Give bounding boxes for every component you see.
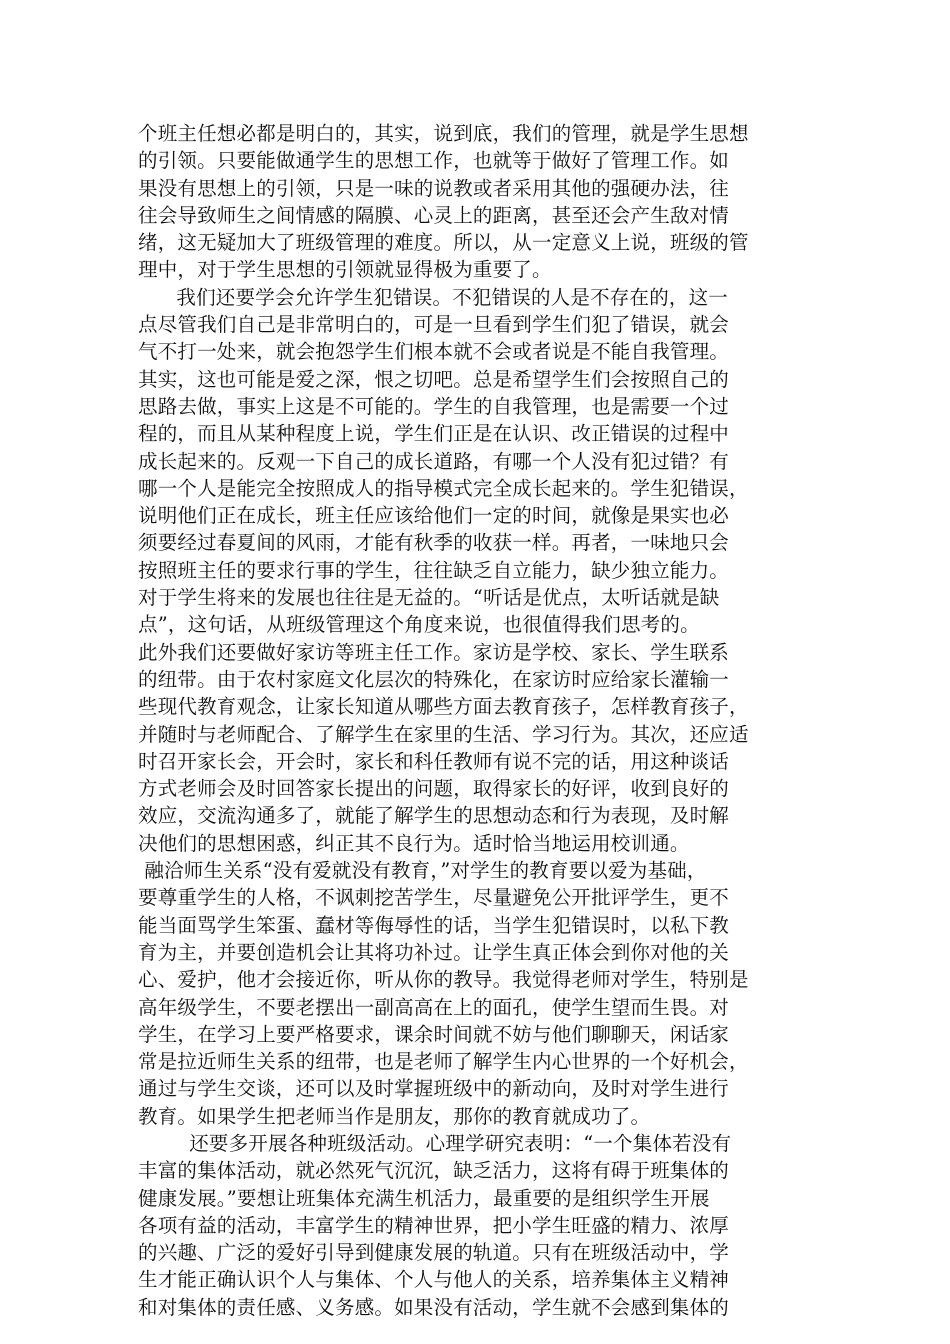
- text-line: 丰富的集体活动，就必然死气沉沉，缺乏活力，这将有碍于班集体的: [138, 1159, 730, 1183]
- text-line: 程的，而且从某种程度上说，学生们正是在认识、改正错误的过程中: [138, 422, 730, 446]
- text-line: 育为主，并要创造机会让其将功补过。让学生真正体会到你对他的关: [138, 940, 730, 964]
- text-line: 哪一个人是能完全按照成人的指导模式完全成长起来的。学生犯错误，: [138, 476, 749, 500]
- text-line: 对于学生将来的发展也往往是无益的。“听话是优点，太听话就是缺: [138, 586, 720, 610]
- text-line: 通过与学生交谈，还可以及时掌握班级中的新动向，及时对学生进行: [138, 1077, 730, 1101]
- text-line: 理中，对于学生思想的引领就显得极为重要了。: [138, 258, 552, 282]
- text-line: 的兴趣、广泛的爱好引导到健康发展的轨道。只有在班级活动中，学: [138, 1241, 730, 1265]
- text-line: 点尽管我们自己是非常明白的，可是一旦看到学生们犯了错误，就会: [138, 313, 730, 337]
- text-line: 健康发展。”要想让班集体充满生机活力，最重要的是组织学生开展: [138, 1186, 710, 1210]
- text-line: 教育。如果学生把老师当作是朋友，那你的教育就成功了。: [138, 1104, 651, 1128]
- text-line: 还要多开展各种班级活动。心理学研究表明：“一个集体若没有: [138, 1131, 732, 1155]
- text-line: 并随时与老师配合、了解学生在家里的生活、学习行为。其次，还应适: [138, 722, 749, 746]
- text-line: 各项有益的活动，丰富学生的精神世界，把小学生旺盛的精力、浓厚: [138, 1213, 730, 1237]
- text-line: 成长起来的。反观一下自己的成长道路，有哪一个人没有犯过错？有: [138, 449, 730, 473]
- text-line: 说明他们正在成长，班主任应该给他们一定的时间，就像是果实也必: [138, 504, 730, 528]
- text-line: 个班主任想必都是明白的，其实，说到底，我们的管理，就是学生思想: [138, 122, 749, 145]
- body-text: [138, 120, 818, 1321]
- text-line: 能当面骂学生笨蛋、蠢材等侮辱性的话，当学生犯错误时，以私下教: [138, 913, 730, 937]
- text-line: 方式老师会及时回答家长提出的问题，取得家长的好评，收到良好的: [138, 777, 730, 801]
- text-line: 按照班主任的要求行事的学生，往往缺乏自立能力，缺少独立能力。: [138, 558, 730, 582]
- text-line: 其实，这也可能是爱之深，恨之切吧。总是希望学生们会按照自己的: [138, 367, 730, 391]
- text-line: 心、爱护，他才会接近你，听从你的教导。我觉得老师对学生，特别是: [138, 968, 749, 992]
- text-line: 绪，这无疑加大了班级管理的难度。所以，从一定意义上说，班级的管: [138, 231, 749, 255]
- text-line: 时召开家长会，开会时，家长和科任教师有说不完的话，用这种谈话: [138, 749, 730, 773]
- text-line: 融洽师生关系“没有爱就没有教育，”对学生的教育要以爱为基础，: [138, 859, 707, 883]
- text-line: 气不打一处来，就会抱怨学生们根本就不会或者说是不能自我管理。: [138, 340, 730, 364]
- text-line: 生才能正确认识个人与集体、个人与他人的关系，培养集体主义精神: [138, 1268, 730, 1292]
- text-line: 要尊重学生的人格，不讽刺挖苦学生，尽量避免公开批评学生，更不: [138, 886, 730, 910]
- text-line: 决他们的思想困惑，纠正其不良行为。适时恰当地运用校训通。: [138, 831, 690, 855]
- text-line: 须要经过春夏间的风雨，才能有秋季的收获一样。再者，一味地只会: [138, 531, 730, 555]
- text-line: 效应，交流沟通多了，就能了解学生的思想动态和行为表现，及时解: [138, 804, 730, 828]
- text-line: 常是拉近师生关系的纽带，也是老师了解学生内心世界的一个好机会，: [138, 1050, 749, 1074]
- text-line: 点”，这句话，从班级管理这个角度来说，也很值得我们思考的。: [138, 613, 700, 637]
- text-line: 往会导致师生之间情感的隔膜、心灵上的距离，甚至还会产生敌对情: [138, 203, 730, 227]
- text-line: 学生，在学习上要严格要求，课余时间就不妨与他们聊聊天，闲话家: [138, 1022, 730, 1046]
- text-line: 的引领。只要能做通学生的思想工作，也就等于做好了管理工作。如: [138, 149, 730, 173]
- text-line: 思路去做，事实上这是不可能的。学生的自我管理，也是需要一个过: [138, 394, 730, 418]
- text-line: 和对集体的责任感、义务感。如果没有活动，学生就不会感到集体的: [138, 1295, 730, 1319]
- text-line: 此外我们还要做好家访等班主任工作。家访是学校、家长、学生联系: [138, 640, 730, 664]
- text-line: 果没有思想上的引领，只是一味的说教或者采用其他的强硬办法，往: [138, 176, 730, 200]
- text-line: 些现代教育观念，让家长知道从哪些方面去教育孩子，怎样教育孩子，: [138, 695, 749, 719]
- text-line: 我们还要学会允许学生犯错误。不犯错误的人是不存在的，这一: [138, 285, 728, 309]
- text-line: 高年级学生，不要老摆出一副高高在上的面孔，使学生望而生畏。对: [138, 995, 730, 1019]
- text-line: 的纽带。由于农村家庭文化层次的特殊化，在家访时应给家长灌输一: [138, 667, 730, 691]
